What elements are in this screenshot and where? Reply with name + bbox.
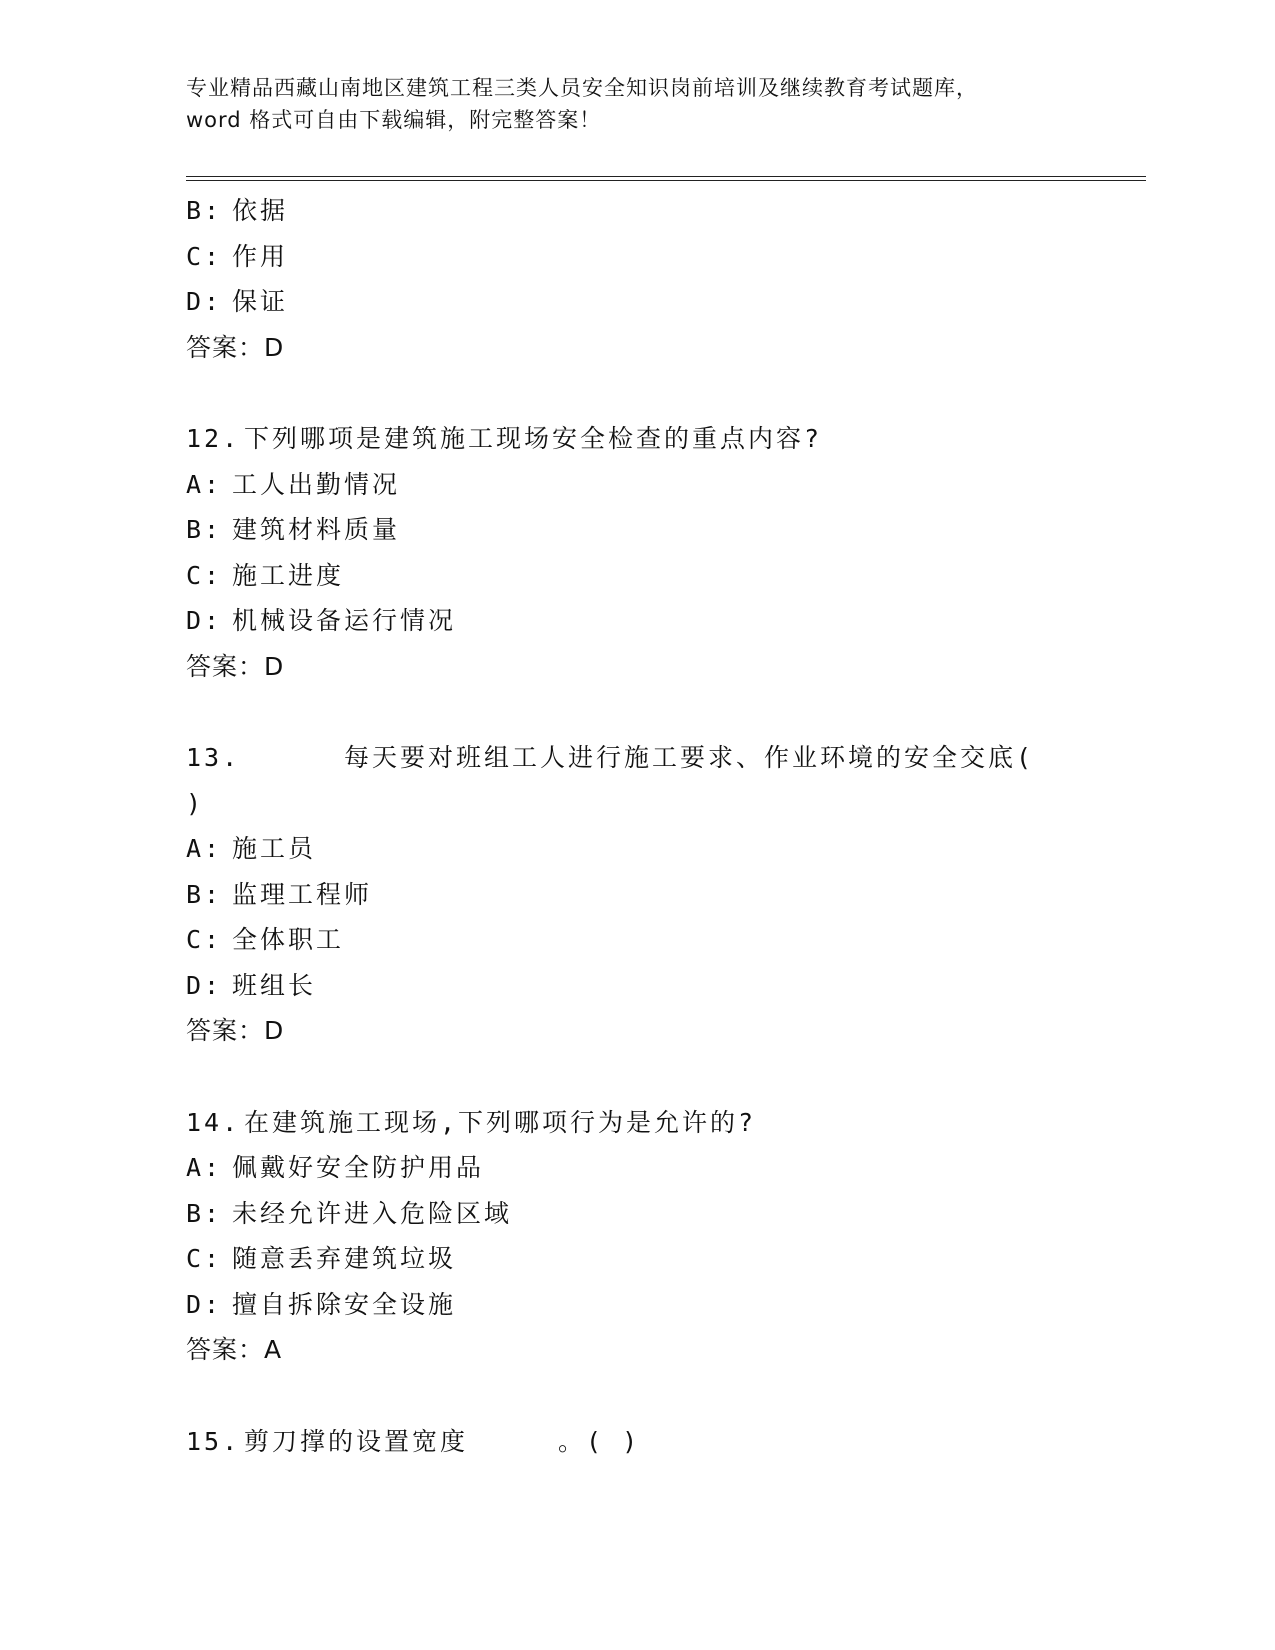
fill-blank bbox=[244, 735, 344, 781]
header-line-1: 专业精品西藏山南地区建筑工程三类人员安全知识岗前培训及继续教育考试题库， bbox=[186, 76, 978, 100]
question-stem bbox=[186, 416, 1146, 462]
option-a bbox=[186, 826, 1146, 872]
answer: 答案：A bbox=[186, 1335, 283, 1364]
option-text: 施工员 bbox=[232, 834, 317, 863]
question-14 bbox=[186, 1100, 1146, 1373]
question-text-cont: ) bbox=[186, 788, 205, 818]
option-text: 施工进度 bbox=[232, 560, 345, 590]
option-letter: B: bbox=[186, 515, 223, 544]
question-number: 14. bbox=[186, 1107, 241, 1137]
option-c bbox=[186, 553, 1146, 599]
question-number: 13. bbox=[186, 743, 241, 772]
option-d bbox=[186, 279, 1146, 325]
option-text: 随意丢弃建筑垃圾 bbox=[232, 1244, 457, 1273]
option-text: 建筑材料质量 bbox=[232, 515, 401, 544]
option-letter: C: bbox=[186, 1244, 223, 1273]
header-line-2: word 格式可自由下载编辑，附完整答案！ bbox=[186, 108, 602, 132]
option-c bbox=[186, 917, 1146, 963]
document-header bbox=[186, 72, 1086, 136]
answer: 答案：D bbox=[186, 1016, 285, 1045]
question-text: 剪刀撑的设置宽度 bbox=[244, 1426, 469, 1456]
option-letter: C: bbox=[186, 241, 223, 271]
question-text: 每天要对班组工人进行施工要求、作业环境的安全交底( bbox=[344, 743, 1035, 772]
question-15 bbox=[186, 1419, 1146, 1465]
question-text: 下列哪项是建筑施工现场安全检查的重点内容? bbox=[244, 424, 823, 453]
option-letter: D: bbox=[186, 287, 223, 316]
option-b bbox=[186, 1191, 1146, 1237]
option-text: 工人出勤情况 bbox=[232, 469, 401, 499]
question-number: 12. bbox=[186, 424, 241, 453]
question-stem-cont bbox=[186, 781, 1146, 827]
option-text: 作用 bbox=[232, 241, 289, 271]
option-text: 依据 bbox=[232, 196, 289, 225]
option-letter: D: bbox=[186, 606, 223, 635]
question-number: 15. bbox=[186, 1426, 241, 1456]
option-text: 佩戴好安全防护用品 bbox=[232, 1153, 485, 1182]
option-text: 机械设备运行情况 bbox=[232, 606, 457, 635]
option-letter: C: bbox=[186, 560, 223, 590]
option-text: 监理工程师 bbox=[232, 879, 373, 909]
option-text: 班组长 bbox=[232, 970, 317, 1000]
option-d bbox=[186, 1282, 1146, 1328]
option-c bbox=[186, 234, 1146, 280]
option-letter: A: bbox=[186, 469, 223, 499]
option-letter: C: bbox=[186, 925, 223, 954]
option-c bbox=[186, 1236, 1146, 1282]
answer: 答案：D bbox=[186, 651, 285, 681]
question-list bbox=[186, 188, 1146, 1464]
option-b bbox=[186, 188, 1146, 234]
question-stem bbox=[186, 735, 1146, 781]
option-letter: A: bbox=[186, 834, 223, 863]
option-a bbox=[186, 1145, 1146, 1191]
option-b bbox=[186, 872, 1146, 918]
option-letter: B: bbox=[186, 1198, 223, 1228]
question-stem bbox=[186, 1419, 1146, 1465]
question-11 bbox=[186, 188, 1146, 370]
option-letter: D: bbox=[186, 970, 223, 1000]
option-d bbox=[186, 963, 1146, 1009]
question-text: 在建筑施工现场,下列哪项行为是允许的? bbox=[244, 1107, 757, 1137]
option-letter: B: bbox=[186, 879, 223, 909]
fill-blank bbox=[468, 1419, 558, 1465]
question-tail: 。( ) bbox=[558, 1426, 641, 1456]
option-b bbox=[186, 507, 1146, 553]
option-text: 保证 bbox=[232, 287, 289, 316]
header-divider bbox=[186, 176, 1146, 181]
option-a bbox=[186, 462, 1146, 508]
option-d bbox=[186, 598, 1146, 644]
question-13 bbox=[186, 735, 1146, 1054]
answer: 答案：D bbox=[186, 332, 285, 362]
option-letter: D: bbox=[186, 1289, 223, 1319]
option-text: 未经允许进入危险区域 bbox=[232, 1198, 513, 1228]
option-text: 擅自拆除安全设施 bbox=[232, 1289, 457, 1319]
question-stem bbox=[186, 1100, 1146, 1146]
option-letter: A: bbox=[186, 1153, 223, 1182]
option-letter: B: bbox=[186, 196, 223, 225]
option-text: 全体职工 bbox=[232, 925, 345, 954]
question-12 bbox=[186, 416, 1146, 689]
